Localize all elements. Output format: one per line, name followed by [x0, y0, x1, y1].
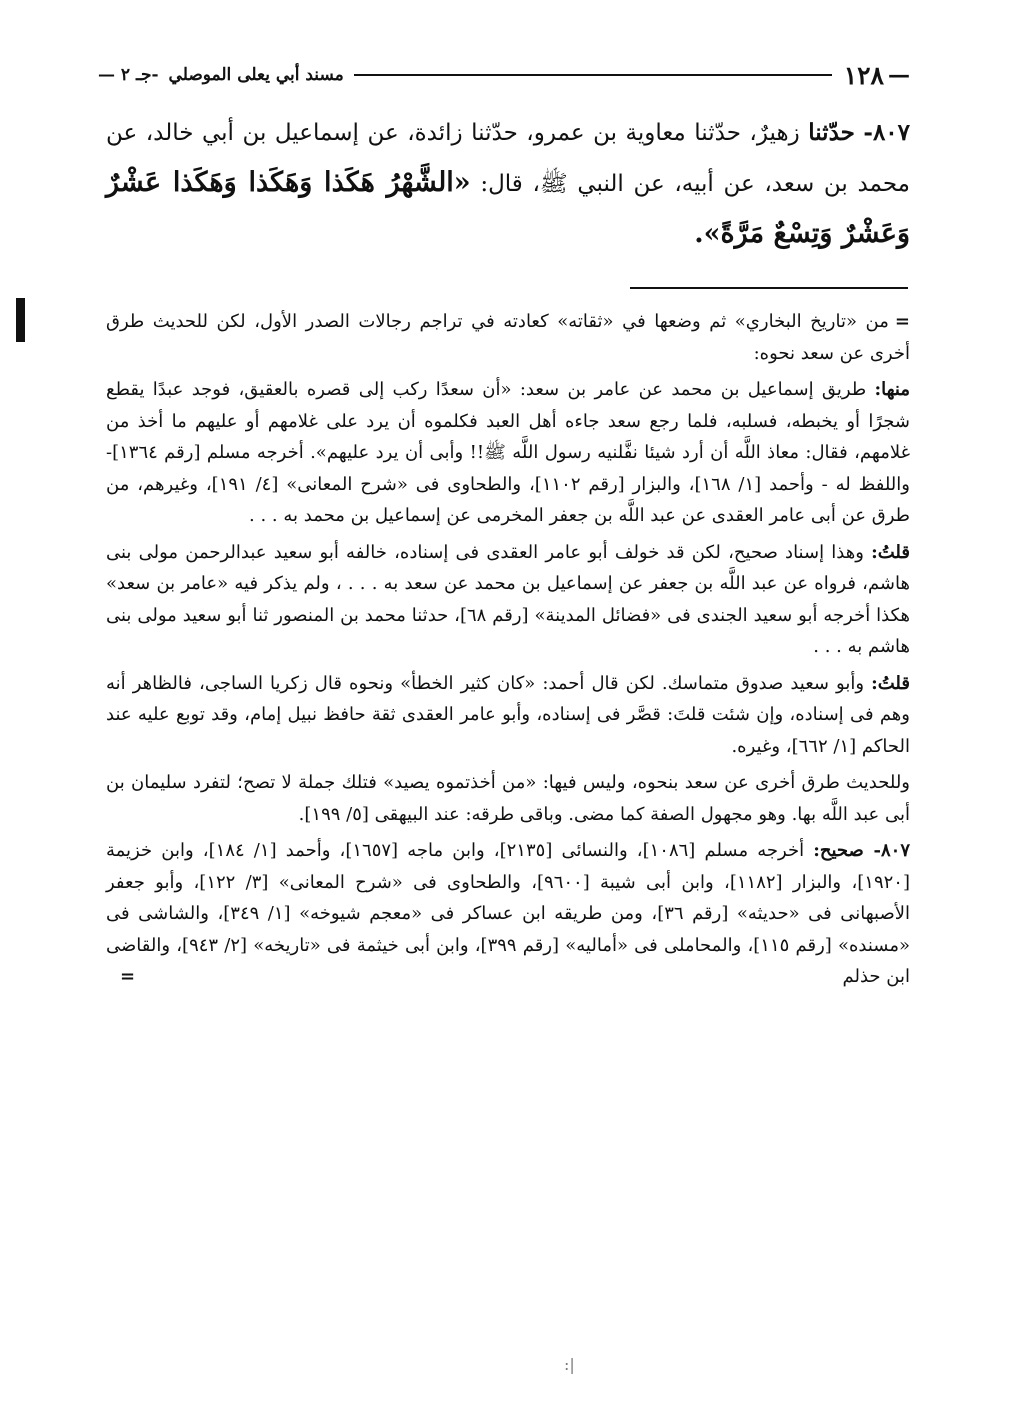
book-title: مسند أبي يعلى الموصلي: [168, 65, 344, 85]
note-label-2: منها:: [874, 379, 910, 400]
note-text-2: طريق إسماعيل بن محمد عن عامر بن سعد: «أن سعدًا ركب إلى قصره بالعقيق، فوجد عبدًا يقطع شجرًا أو يخبطه، فسلبه، فلما رجع سعد جاءه أهل العبد فكلموه أن يرد على غلامهم أو عليهم ما أخذ من غلامهم، فقال: معاذ اللَّه أن أرد شيئا نفَّلنيه رسول اللَّه ﷺ!! وأبى أن يرد عليهم». أخرجه مسلم [رقم ١٣٦٤]- واللفظ له - وأحمد [١/ ١٦٨]، والبزار [رقم ١١٠٢]، والطحاوى فى «شرح المعانى» [٤/ ١٩١]، وغيرهم، من طرق عن أبى عامر العقدى عن عبد اللَّه بن جعفر المخرمى عن إسماعيل بن محمد به . . .: [106, 379, 910, 526]
hadith-chain: زهيرٌ، حدّثنا معاوية بن عمرو، حدّثنا زائدة، عن إسماعيل بن أبي خالد، عن محمد بن سعد، عن أبيه، عن النبي ﷺ، قال:: [106, 120, 910, 197]
note-paragraph-5: [106, 767, 910, 830]
note-label-3: قلتُ:: [871, 541, 910, 563]
hadith-text: [106, 108, 910, 260]
continuation-mark: =: [894, 311, 910, 332]
volume-label: -جـ ٢ —: [98, 65, 159, 85]
note-paragraph-2: [106, 374, 910, 532]
continuation-mark-end: =: [120, 966, 136, 987]
footer-mark: |:: [564, 1355, 575, 1374]
page-number: ١٢٨: [843, 60, 884, 90]
note-paragraph-1: [106, 306, 910, 369]
margin-bar: [16, 298, 25, 342]
header-dash: —: [888, 62, 910, 88]
hadith-number: ٨٠٧-: [863, 119, 910, 146]
header-rule: [354, 74, 832, 76]
note-text-6: أخرجه مسلم [١٠٨٦]، والنسائى [٢١٣٥]، وابن ماجه [١٦٥٧]، وأحمد [١/ ١٨٤]، وابن خزيمة [١٩٢٠]، والبزار [١١٨٢]، وابن أبى شيبة [٩٦٠٠]، والطحاوى فى «شرح المعانى» [٣/ ١٢٢]، وأبو جعفر الأصبهانى فى «حديثه» [رقم ٣٦]، ومن طريقه ابن عساكر فى «معجم شيوخه» [١/ ٣٤٩]، والشاشى فى «مسنده» [رقم ١١٥]، والمحاملى فى «أماليه» [رقم ٣٩٩]، وابن أبى خيثمة فى «تاريخه» [٢/ ٩٤٣]، والقاضى ابن حذلم: [106, 840, 911, 987]
footnotes: [106, 306, 910, 998]
note-label-6: ٨٠٧- صحيح:: [813, 840, 910, 861]
note-text-1: من «تاريخ البخاري» ثم وضعها في «ثقاته» كعادته في تراجم رجالات الصدر الأول، لكن للحديث طرق أخرى عن سعد نحوه:: [106, 311, 910, 364]
note-text-3: وهذا إسناد صحيح، لكن قد خولف أبو عامر العقدى فى إسناده، خالفه أبو سعيد عبدالرحمن مولى بنى هاشم، فرواه عن عبد اللَّه بن جعفر عن إسماعيل بن محمد عن سعد به . . . ، ولم يذكر فيه «عامر بن سعد» هكذا أخرجه أبو سعيد الجندى فى «فضائل المدينة» [رقم ٦٨]، حدثنا محمد بن المنصور ثنا أبو سعيد مولى بنى هاشم به . . .: [106, 541, 910, 657]
note-text-5: وللحديث طرق أخرى عن سعد بنحوه، وليس فيها: «من أخذتموه يصيد» فتلك جملة لا تصح؛ لتفرد سليمان بن أبى عبد اللَّه بها. وهو مجهول الصفة كما مضى. وباقى طرقه: عند البيهقى [٥/ ١٩٩].: [106, 772, 910, 825]
note-paragraph-4: [106, 668, 910, 763]
page-header: [98, 58, 910, 92]
hadith-paragraph: [106, 108, 910, 260]
note-paragraph-6: [106, 835, 910, 993]
note-paragraph-3: [106, 537, 910, 663]
note-label-4: قلتُ:: [871, 672, 910, 694]
hadith-quote: «الشَّهْرُ هَكَذا وَهَكَذا وَهَكَذا عَشْرٌ وَعَشْرٌ وَتِسْعٌ مَرَّةً».: [106, 167, 910, 249]
note-text-4: وأبو سعيد صدوق متماسك. لكن قال أحمد: «كان كثير الخطأ» ونحوه قال زكريا الساجى، فالظاهر أنه وهم فى إسناده، وإن شئت قلتَ: قصَّر فى إسناده، وأبو عامر العقدى ثقة حافظ نبيل إمام، وقد توبع عليه عند الحاكم [١/ ٦٦٢]، وغيره.: [106, 672, 910, 757]
hadith-opening: حدّثنا: [808, 119, 855, 146]
footnote-separator: [630, 287, 908, 289]
